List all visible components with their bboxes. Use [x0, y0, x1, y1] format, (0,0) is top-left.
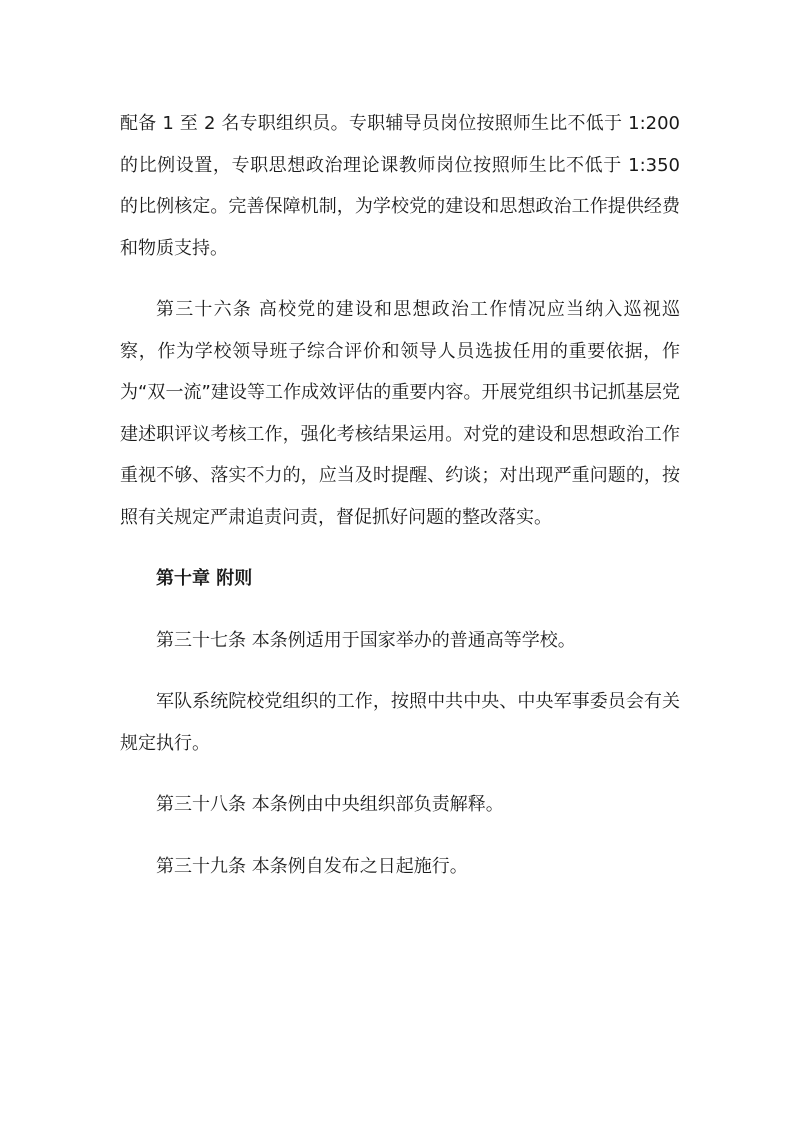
article-38: 第三十八条 本条例由中央组织部负责解释。 [156, 794, 504, 815]
paragraph-continuation: 配备 1 至 2 名专职组织员。专职辅导员岗位按照师生比不低于 1:200 的比例设置，专职思想政治理论课教师岗位按照师生比不低于 1:350 的比例核定。完善保障机制，为学校党的建设和思想政治工作提供经费和物质支持。 [120, 113, 680, 259]
chapter-10-heading: 第十章 附则 [156, 568, 253, 589]
article-39: 第三十九条 本条例自发布之日起施行。 [156, 855, 468, 877]
article-36: 第三十六条 高校党的建设和思想政治工作情况应当纳入巡视巡察，作为学校领导班子综合评价和领导人员选拔任用的重要依据，作为“双一流”建设等工作成效评估的重要内容。开展党组织书记抓基层党建述职评议考核工作，强化考核结果运用。对党的建设和思想政治工作重视不够、落实不力的，应当及时提醒、约谈；对出现严重问题的，按照有关规定严肃追责问责，督促抓好问题的整改落实。 [120, 299, 680, 528]
military-schools-paragraph: 军队系统院校党组织的工作，按照中共中央、中央军事委员会有关规定执行。 [120, 691, 680, 754]
article-37: 第三十七条 本条例适用于国家举办的普通高等学校。 [156, 629, 576, 651]
document-body [120, 103, 680, 887]
